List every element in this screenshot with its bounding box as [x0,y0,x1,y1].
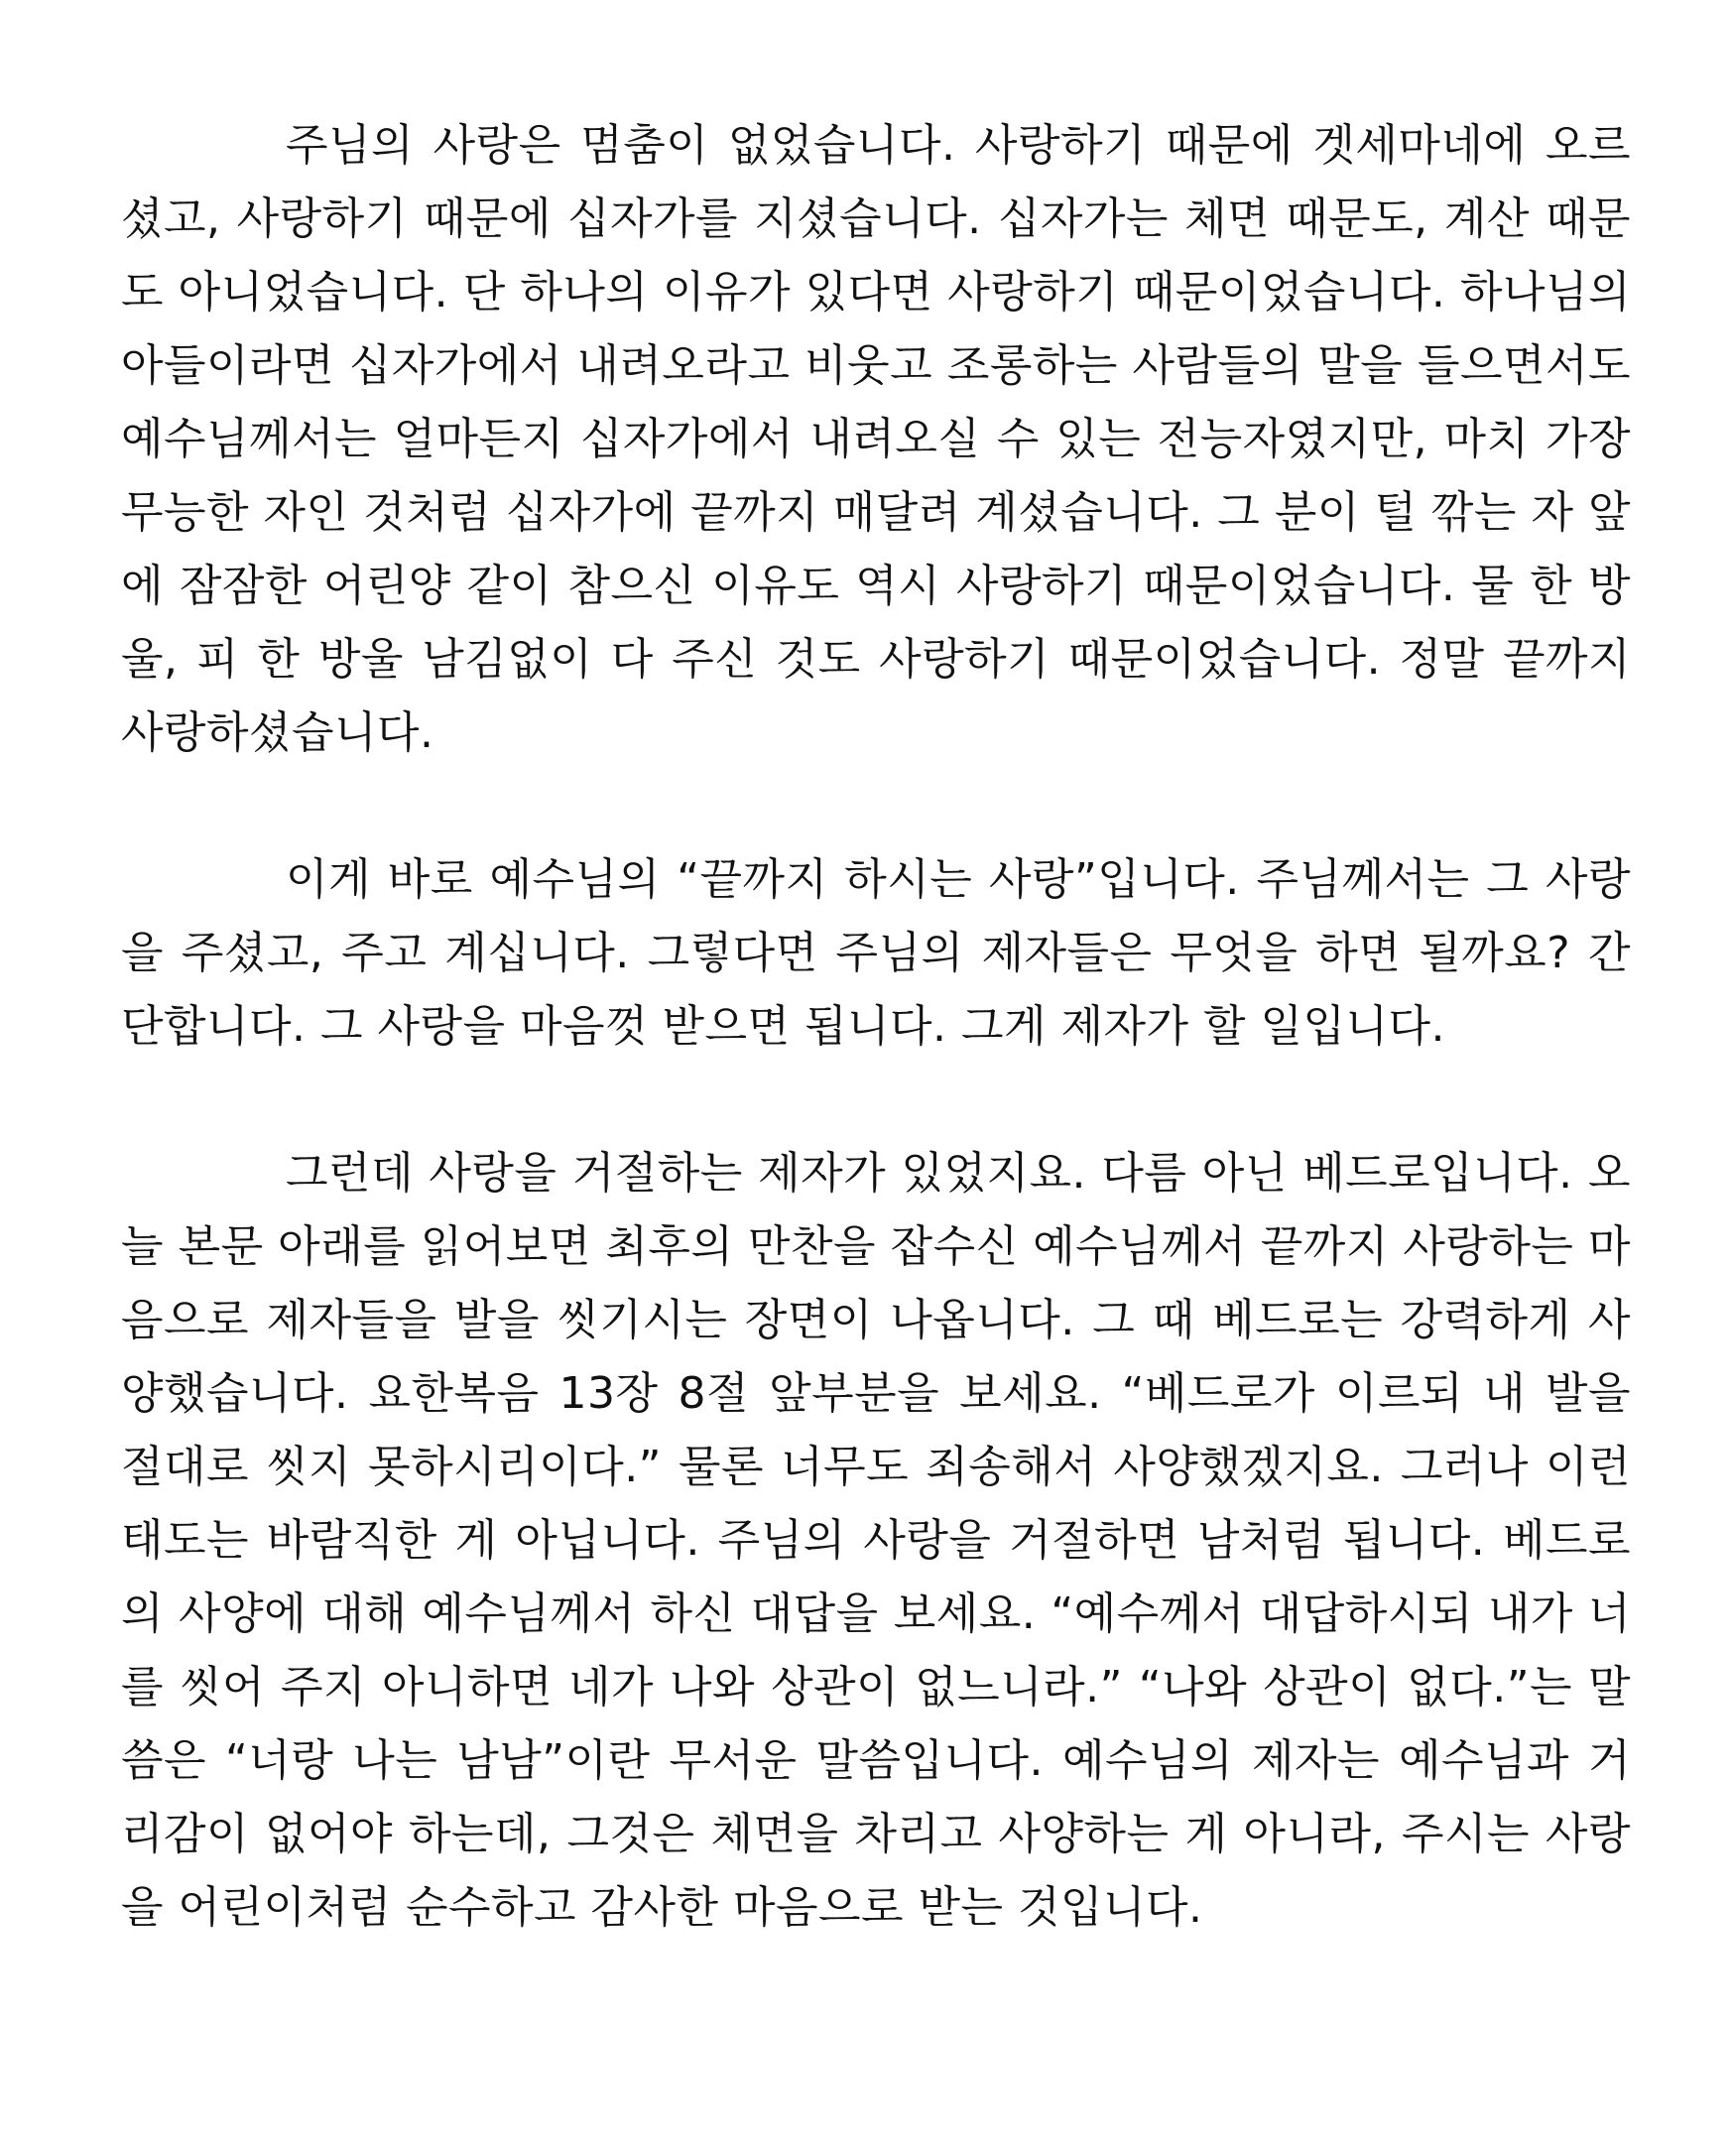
paragraph-1: 주님의 사랑은 멈춤이 없었습니다. 사랑하기 때문에 겟세마네에 오르셨고, 사랑하기 때문에 십자가를 지셨습니다. 십자가는 체면 때문도, 계산 때문도 아니었습니다. 단 하나의 이유가 있다면 사랑하기 때문이었습니다. 하나님의 아들이라면 십자가에서 내려오라고 비웃고 조롱하는 사람들의 말을 들으면서도 예수님께서는 얼마든지 십자가에서 내려오실 수 있는 전능자였지만, 마치 가장 무능한 자인 것처럼 십자가에 끝까지 매달려 계셨습니다. 그 분이 털 깎는 자 앞에 잠잠한 어린양 같이 참으신 이유도 역시 사랑하기 때문이었습니다. 물 한 방울, 피 한 방울 남김없이 다 주신 것도 사랑하기 때문이었습니다. 정말 끝까지 사랑하셨습니다. [121,120,1631,758]
paragraph-3: 그런데 사랑을 거절하는 제자가 있었지요. 다름 아닌 베드로입니다. 오늘 본문 아래를 읽어보면 최후의 만찬을 잡수신 예수님께서 끝까지 사랑하는 마음으로 제자들을 발을 씻기시는 장면이 나옵니다. 그 때 베드로는 강력하게 사양했습니다. 요한복음 13장 8절 앞부분을 보세요. “베드로가 이르되 내 발을 절대로 씻지 못하시리이다.” 물론 너무도 죄송해서 사양했겠지요. 그러나 이런 태도는 바람직한 게 아닙니다. 주님의 사랑을 거절하면 남처럼 됩니다. 베드로의 사양에 대해 예수님께서 하신 대답을 보세요. “예수께서 대답하시되 내가 너를 씻어 주지 아니하면 네가 나와 상관이 없느니라.” “나와 상관이 없다.”는 말씀은 “너랑 나는 남남”이란 무서운 말씀입니다. 예수님의 제자는 예수님과 거리감이 없어야 하는데, 그것은 체면을 차리고 사양하는 게 아니라, 주시는 사랑을 어린이처럼 순수하고 감사한 마음으로 받는 것입니다. [121,1148,1631,1933]
paragraph-2: 이게 바로 예수님의 “끝까지 하시는 사랑”입니다. 주님께서는 그 사랑을 주셨고, 주고 계십니다. 그렇다면 주님의 제자들은 무엇을 하면 될까요? 간단합니다. 그 사랑을 마음껏 받으면 됩니다. 그게 제자가 할 일입니다. [121,854,1631,1052]
document-page [121,109,1631,1945]
